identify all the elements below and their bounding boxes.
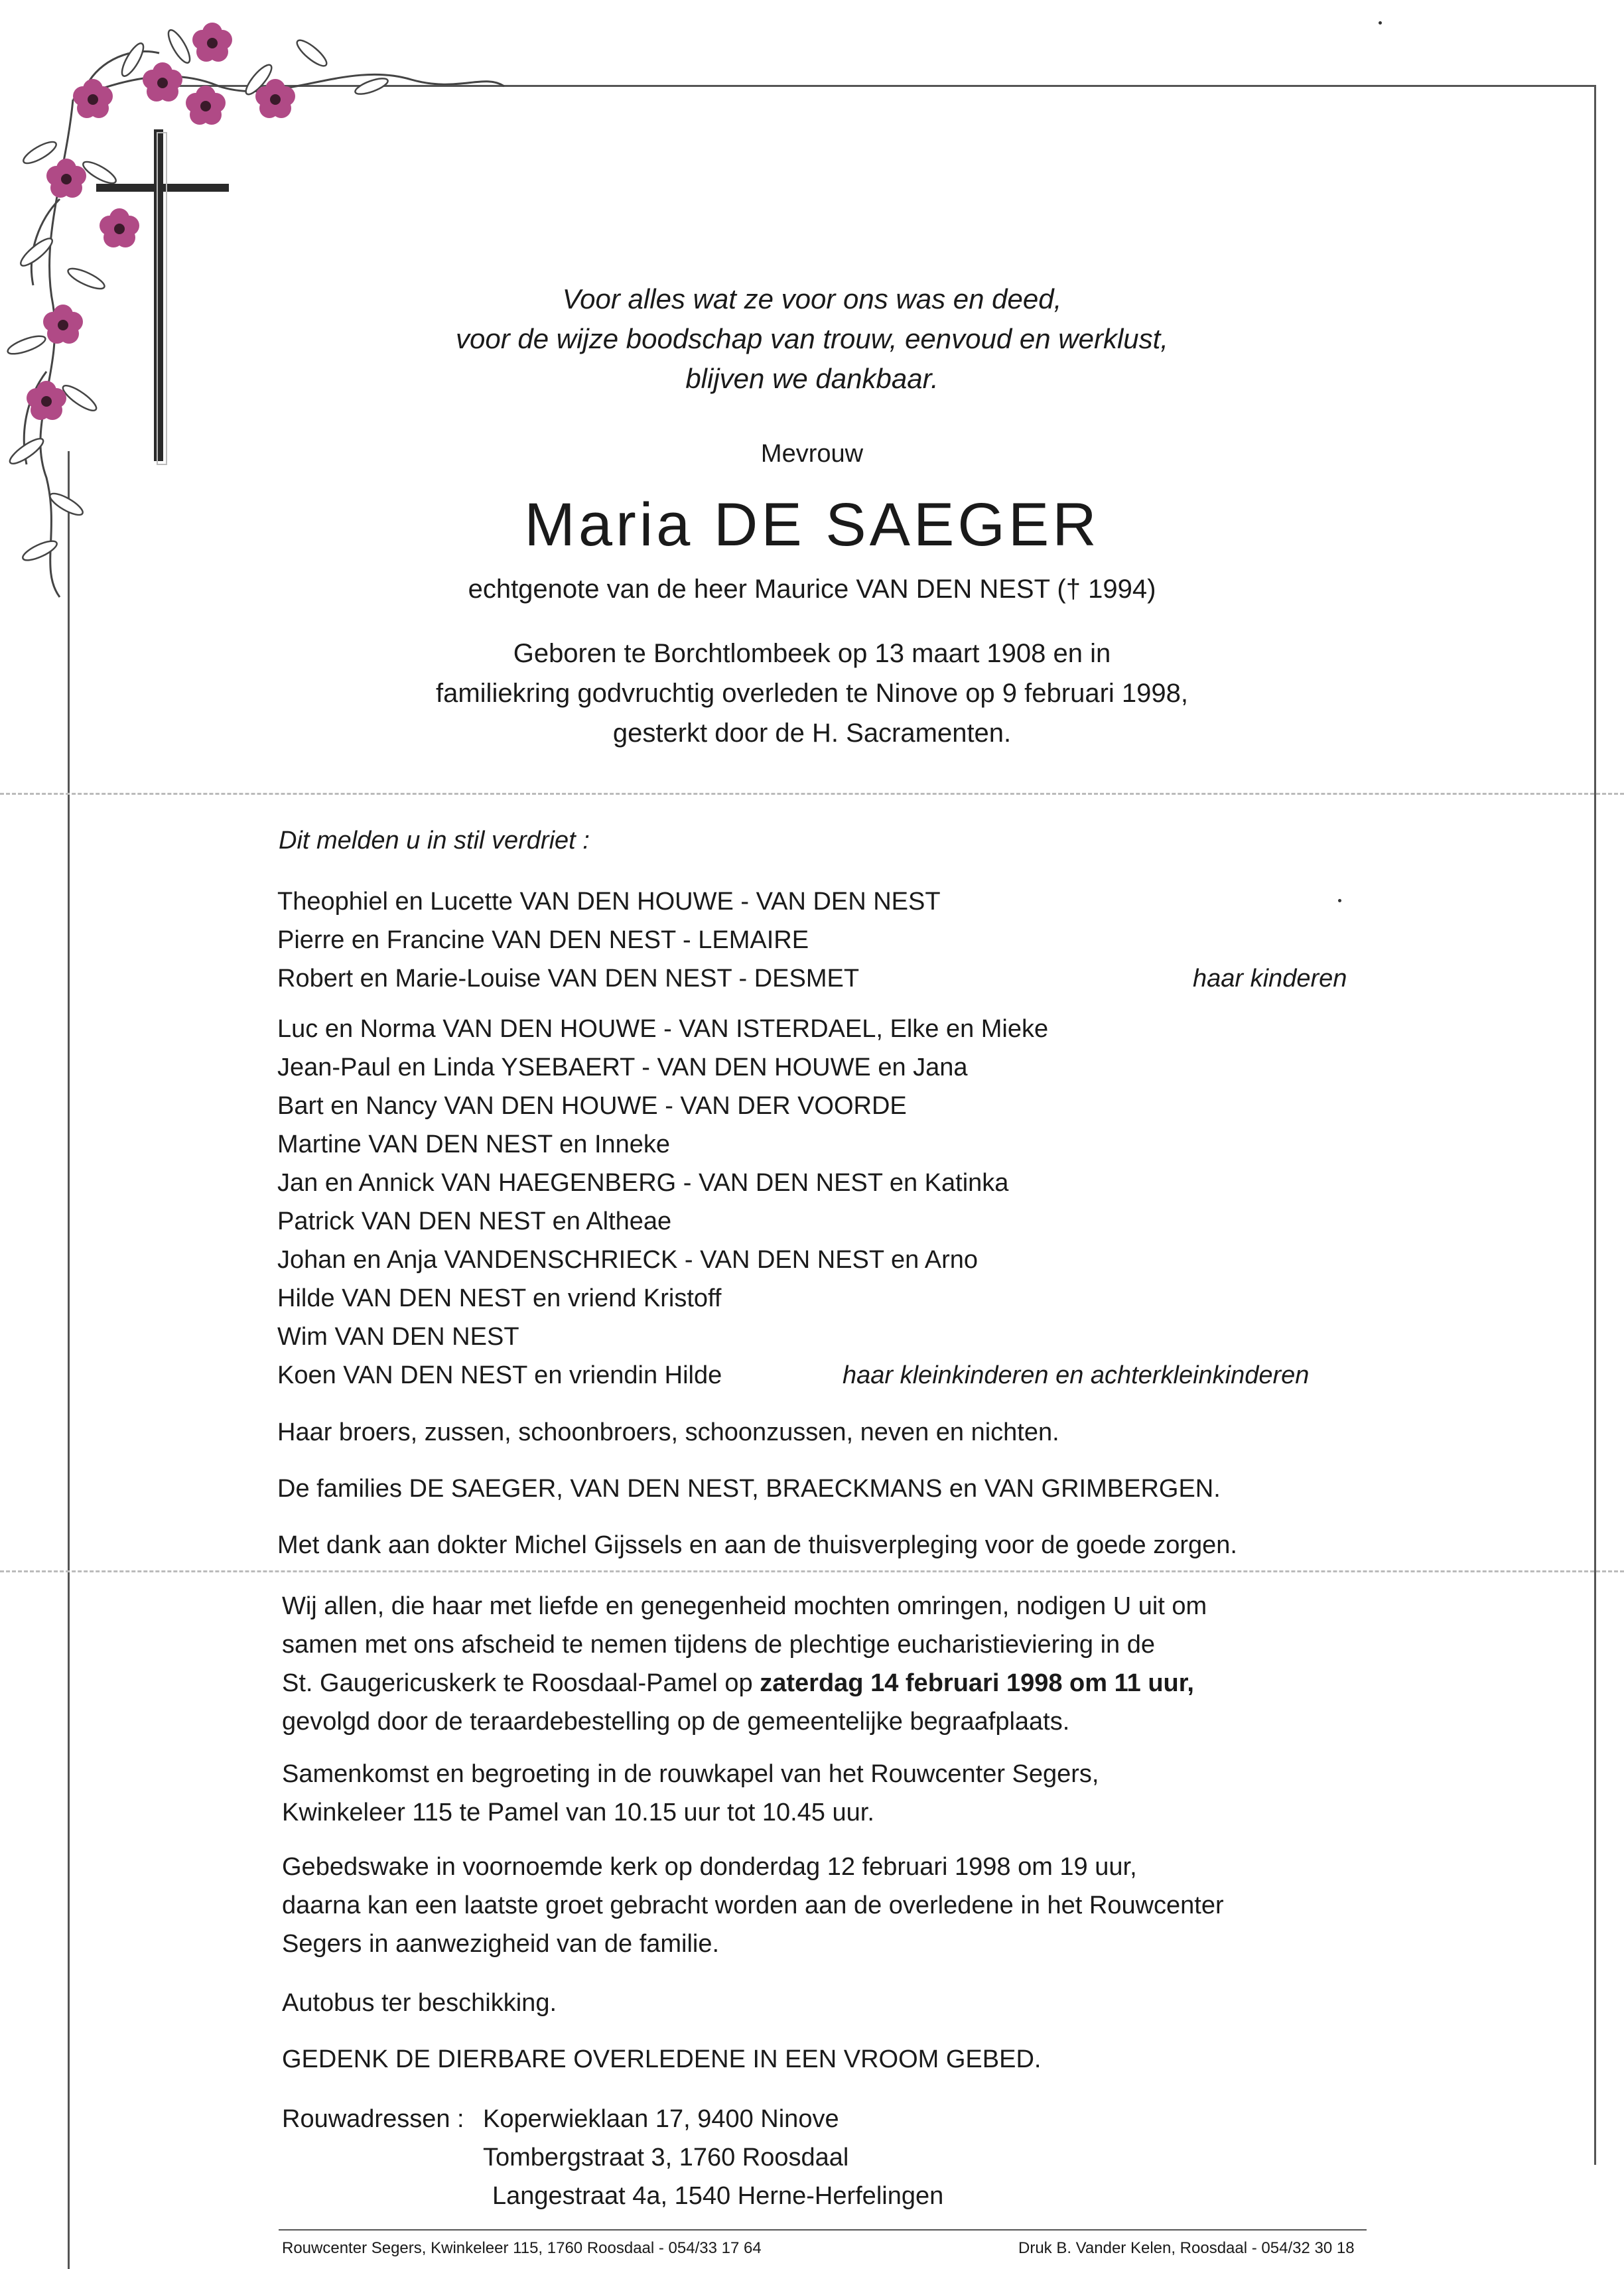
vigil-line-2: daarna kan een laatste groet gebracht worden aan de overledene in het Rouwcenter (282, 1891, 1224, 1919)
fold-line-upper (0, 793, 1624, 795)
ceremony-line-1: Wij allen, die haar met liefde en genegenheid mochten omringen, nodigen U uit om (282, 1592, 1207, 1620)
children-label: haar kinderen (1193, 965, 1347, 993)
child-line: Pierre en Francine VAN DEN NEST - LEMAIRE (277, 926, 809, 954)
speck (1379, 21, 1382, 25)
thanks-line: Met dank aan dokter Michel Gijssels en aan de thuisverpleging voor de goede zorgen. (277, 1531, 1237, 1559)
birth-death-line-2: familiekring godvruchtig overleden te Ninove op 9 februari 1998, (435, 679, 1188, 708)
address-line: Langestraat 4a, 1540 Herne-Herfelingen (492, 2182, 944, 2210)
grandchild-line: Bart en Nancy VAN DEN HOUWE - VAN DER VOORDE (277, 1092, 907, 1120)
birth-death-line-1: Geboren te Borchtlombeek op 13 maart 1908 en in (513, 639, 1111, 668)
siblings-line: Haar broers, zussen, schoonbroers, schoonzussen, neven en nichten. (277, 1418, 1059, 1446)
ceremony-line-2: samen met ons afscheid te nemen tijdens de plechtige eucharistieviering in de (282, 1631, 1155, 1659)
ceremony-date-time: zaterdag 14 februari 1998 om 11 uur, (760, 1669, 1194, 1697)
vigil-line-3: Segers in aanwezigheid van de familie. (282, 1930, 720, 1958)
grandchild-line: Luc en Norma VAN DEN HOUWE - VAN ISTERDAEL, Elke en Mieke (277, 1015, 1049, 1043)
addresses-label: Rouwadressen : (282, 2105, 464, 2133)
birth-death-line-3: gesterkt door de H. Sacramenten. (612, 719, 1012, 748)
prayer-line: GEDENK DE DIERBARE OVERLEDENE IN EEN VROOM GEBED. (282, 2045, 1042, 2073)
ceremony-line-3 (282, 1671, 1194, 1696)
grandchild-line: Johan en Anja VANDENSCHRIECK - VAN DEN NEST en Arno (277, 1246, 978, 1274)
announcement-intro: Dit melden u in stil verdriet : (279, 827, 590, 855)
address-line: Koperwieklaan 17, 9400 Ninove (483, 2105, 839, 2133)
footer-undertaker: Rouwcenter Segers, Kwinkeleer 115, 1760 Roosdaal - 054/33 17 64 (282, 2239, 762, 2257)
child-line: Robert en Marie-Louise VAN DEN NEST - DESMET (277, 965, 860, 993)
grandchild-line: Wim VAN DEN NEST (277, 1323, 519, 1351)
grandchild-line: Koen VAN DEN NEST en vriendin Hilde (277, 1361, 722, 1389)
speck (1338, 899, 1341, 902)
quote-line-1: Voor alles wat ze voor ons was en deed, (562, 283, 1062, 314)
ceremony-location: St. Gaugericuskerk te Roosdaal-Pamel op (282, 1669, 760, 1697)
grandchild-line: Jean-Paul en Linda YSEBAERT - VAN DEN HOUWE en Jana (277, 1054, 968, 1081)
quote-line-3: blijven we dankbaar. (685, 363, 939, 394)
grandchild-line: Jan en Annick VAN HAEGENBERG - VAN DEN NEST en Katinka (277, 1169, 1009, 1197)
families-line: De families DE SAEGER, VAN DEN NEST, BRAECKMANS en VAN GRIMBERGEN. (277, 1475, 1221, 1503)
footer-rule (279, 2229, 1367, 2231)
grandchildren-label: haar kleinkinderen en achterkleinkinderen (843, 1361, 1310, 1389)
footer-printer: Druk B. Vander Kelen, Roosdaal - 054/32 30 18 (1018, 2239, 1355, 2257)
grandchild-line: Martine VAN DEN NEST en Inneke (277, 1131, 671, 1158)
gathering-line-2: Kwinkeleer 115 te Pamel van 10.15 uur tot 10.45 uur. (282, 1799, 874, 1826)
ceremony-line-4: gevolgd door de teraardebestelling op de gemeentelijke begraafplaats. (282, 1708, 1070, 1736)
bus-line: Autobus ter beschikking. (282, 1989, 557, 2017)
child-line: Theophiel en Lucette VAN DEN HOUWE - VAN DEN NEST (277, 888, 941, 916)
spouse-line: echtgenote van de heer Maurice VAN DEN NEST († 1994) (468, 575, 1156, 604)
deceased-name: Maria DE SAEGER (524, 491, 1100, 559)
gathering-line-1: Samenkomst en begroeting in de rouwkapel van het Rouwcenter Segers, (282, 1760, 1099, 1788)
card-border-right (1594, 85, 1596, 2165)
fold-line-lower (0, 1570, 1624, 1572)
quote-line-2: voor de wijze boodschap van trouw, eenvoud en werklust, (456, 323, 1168, 354)
salutation: Mevrouw (760, 440, 864, 468)
grandchild-line: Hilde VAN DEN NEST en vriend Kristoff (277, 1284, 722, 1312)
vigil-line-1: Gebedswake in voornoemde kerk op donderdag 12 februari 1998 om 19 uur, (282, 1853, 1137, 1881)
address-line: Tombergstraat 3, 1760 Roosdaal (483, 2144, 849, 2171)
grandchild-line: Patrick VAN DEN NEST en Altheae (277, 1207, 672, 1235)
